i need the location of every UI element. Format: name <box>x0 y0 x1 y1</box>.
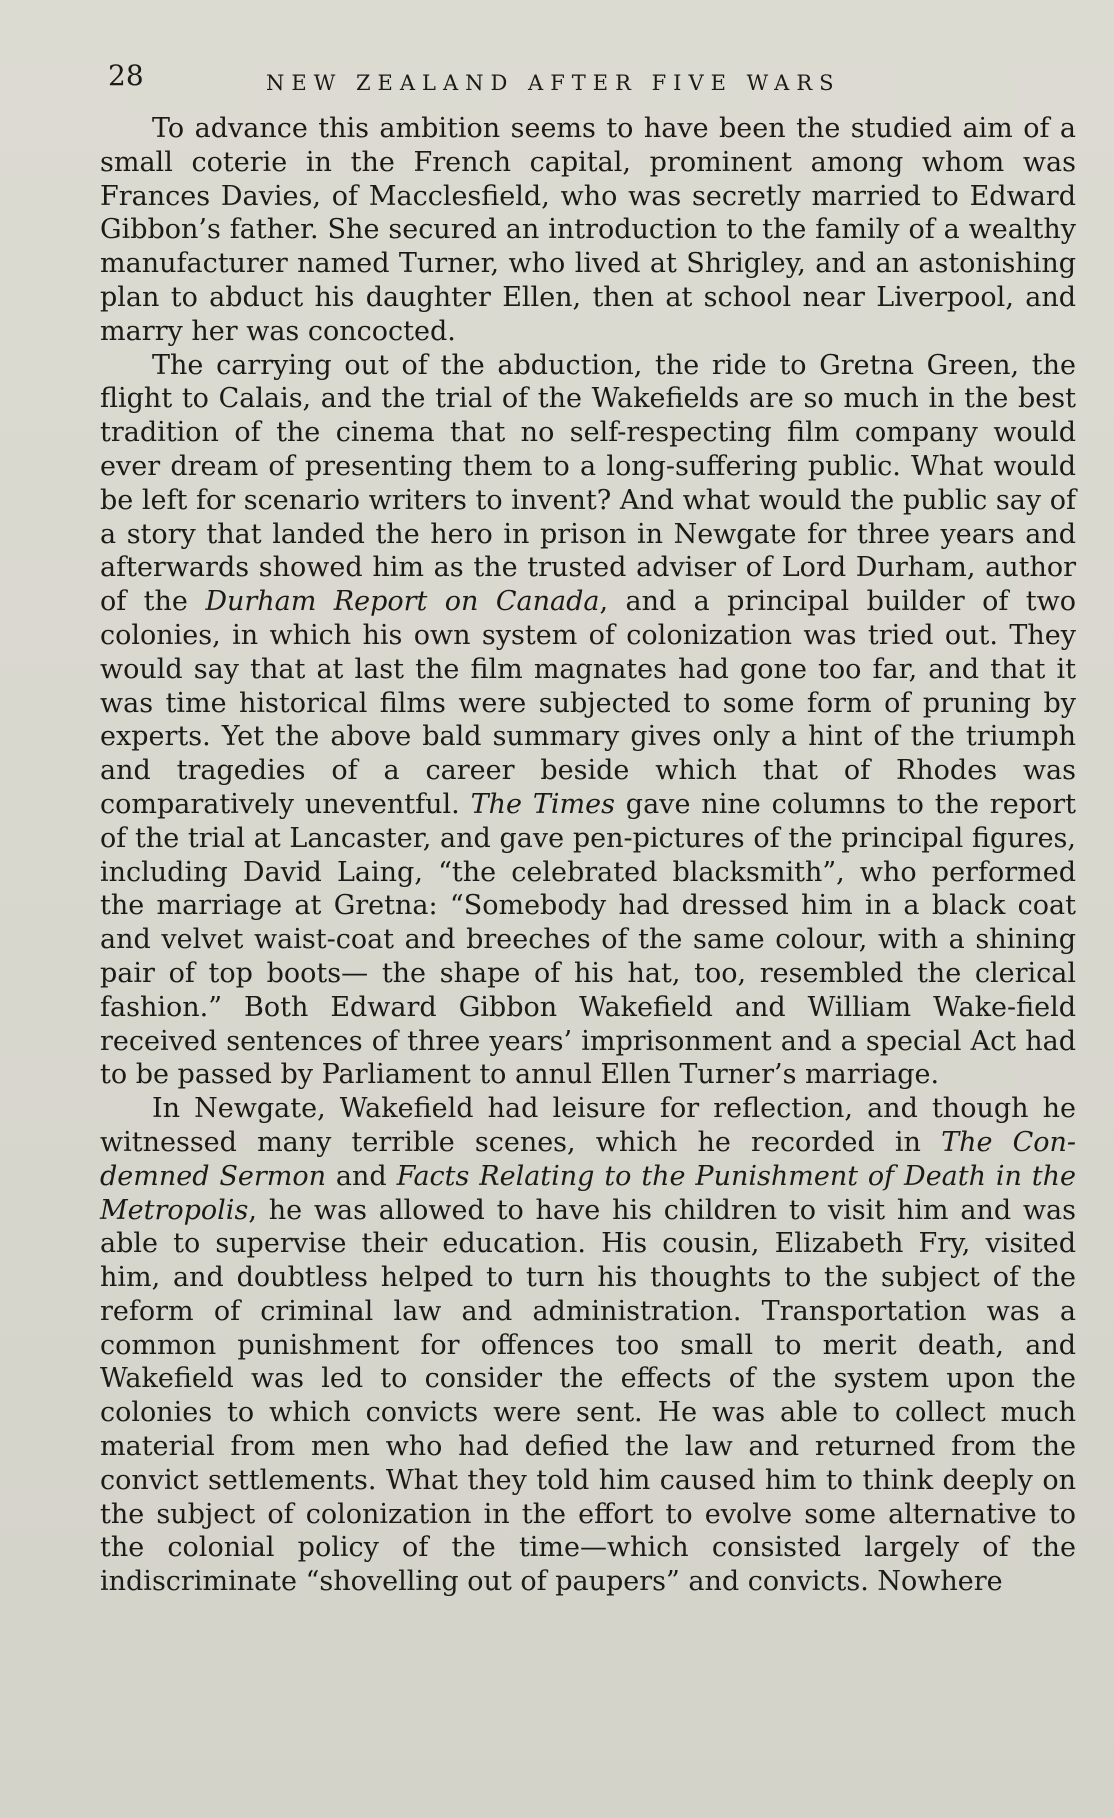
paragraph-2 <box>100 349 1076 1093</box>
book-title-facts-relating: Facts Relating to the Punishment of Death in the Metropolis <box>100 1160 1077 1226</box>
paragraph-1 <box>100 112 1076 349</box>
paragraph-3-text-a: In Newgate, Wakefield had leisure for reflection, and though he witnessed many terrible scenes, which he recorded in <box>100 1093 1076 1158</box>
newspaper-title-the-times: The Times <box>470 788 615 820</box>
body-text <box>100 112 1076 1599</box>
paragraph-2-text-c: gave nine columns to the report of the trial at Lancaster, and gave pen-pictures of the principal figures, including David Laing, “the celebrated blacksmith”, who performed the marriage at Gretna: “Somebody had dressed him in a black coat and velvet waist-coat and breeches of the same colour, with a shining pair of top boots— the shape of his hat, too, resembled the clerical fashion.” Both Edward Gibbon Wakefield and William Wake-field received sentences of three years’ imprisonment and a special Act had to be passed by Parliament to annul Ellen Turner’s marriage. <box>100 788 1076 1091</box>
running-header <box>108 60 1076 100</box>
page-number: 28 <box>108 59 144 92</box>
book-title-condemned-sermon: The Con-demned Sermon <box>100 1126 1076 1192</box>
paragraph-3 <box>100 1092 1076 1599</box>
paragraph-2-text-b: , and a principal builder of two colonies, in which his own system of colonization was tried out. They would say that at last the film magnates had gone too far, and that it was time historical films were subjected to some form of pruning by experts. Yet the above bald summary gives only a hint of the triumph and tragedies of a career beside which that of Rhodes was comparatively uneventful. <box>100 586 1077 820</box>
paragraph-1-text: To advance this ambition seems to have been the studied aim of a small coterie in the French capital, prominent among whom was Frances Davies, of Macclesfield, who was secretly married to Edward Gibbon’s father. She secured an introduction to the family of a wealthy manufacturer named Turner, who lived at Shrigley, and an astonishing plan to abduct his daughter Ellen, then at school near Liverpool, and marry her was concocted. <box>100 113 1076 347</box>
paragraph-3-text-c: , he was allowed to have his children to visit him and was able to supervise their education. His cousin, Elizabeth Fry, visited him, and doubtless helped to turn his thoughts to the subject of the reform of criminal law and administration. Transportation was a common punishment for offences too small to merit death, and Wakefield was led to consider the effects of the system upon the colonies to which convicts were sent. He was able to collect much material from men who had defied the law and returned from the convict settlements. What they told him caused him to think deeply on the subject of colonization in the effort to evolve some alternative to the colonial policy of the time—which consisted largely of the indiscriminate “shovelling out of paupers” and convicts. Nowhere <box>100 1194 1076 1598</box>
paragraph-2-text-a: The carrying out of the abduction, the ride to Gretna Green, the flight to Calais, and the trial of the Wakefields are so much in the best tradition of the cinema that no self-respecting film company would ever dream of presenting them to a long-suffering public. What would be left for scenario writers to invent? And what would the public say of a story that landed the hero in prison in Newgate for three years and afterwards showed him as the trusted adviser of Lord Durham, author of the <box>100 349 1076 618</box>
book-title-durham-report: Durham Report on Canada <box>205 586 600 618</box>
paragraph-3-text-b: and <box>326 1160 397 1192</box>
running-title: NEW ZEALAND AFTER FIVE WARS <box>266 71 841 95</box>
